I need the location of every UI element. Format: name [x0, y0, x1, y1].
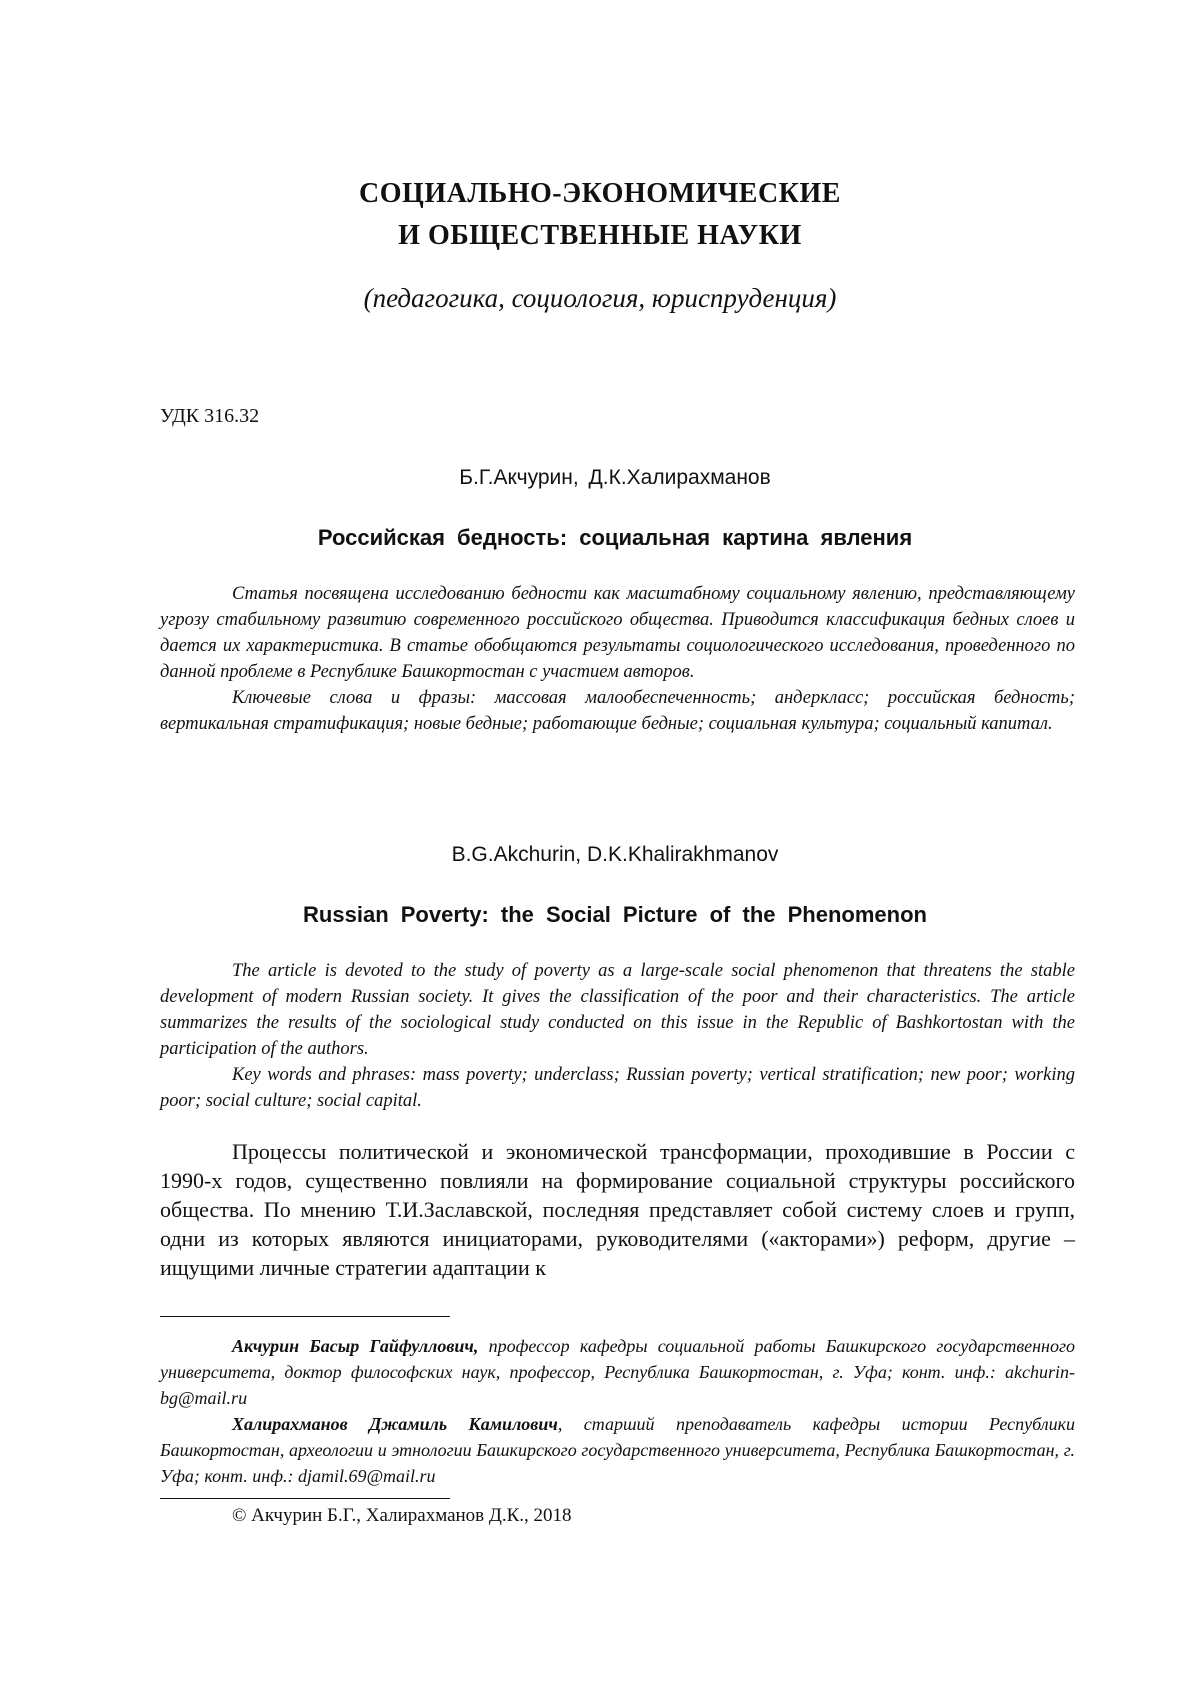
keywords-ru: Ключевые слова и фразы: массовая малообеспеченность; андеркласс; российская бедность; вертикальная стратификация; новые бедные; работающие бедные; социальная культура; социальный капитал.: [160, 688, 1075, 734]
article-title-en: Russian Poverty: the Social Picture of the Phenomenon: [303, 902, 927, 927]
abstract-ru-text: Статья посвящена исследованию бедности как масштабному социальному явлению, представляющему угрозу стабильному развитию современного российского общества. Приводится классификация бедных слоев и дается их характеристика. В статье обобщаются результаты социологического исследования, проведенного по данной проблеме в Республике Башкортостан с участием авторов.: [160, 584, 1075, 682]
copyright: © Акчурин Б.Г., Халирахманов Д.К., 2018: [232, 1505, 572, 1526]
abstract-en: [160, 958, 1075, 1114]
authors-en: B.G.Akchurin, D.K.Khalirakhmanov: [451, 843, 779, 866]
authors-ru: Б.Г.Акчурин, Д.К.Халирахманов: [459, 466, 771, 489]
footnote-author-2-text: , старший преподаватель кафедры истории Республики Башкортостан, археологии и этнологии Башкирского государственного университета, Республика Башкортостан, г. Уфа; конт. инф.: djamil.69@mail.ru: [160, 1414, 1075, 1486]
abstract-ru: [160, 581, 1075, 737]
footnote-author-1-text: профессор кафедры социальной работы Башкирского государственного университета, доктор философских наук, профессор, Республика Башкортостан, г. Уфа; конт. инф.: akchurin-bg@mail.ru: [160, 1336, 1076, 1408]
section-title-line2: И ОБЩЕСТВЕННЫЕ НАУКИ: [398, 220, 802, 251]
footnote-author-2-name: Халирахманов Джамиль Камилович: [232, 1414, 558, 1434]
footnote-author-1-name: Акчурин Басыр Гайфуллович,: [232, 1336, 479, 1356]
udk-code: УДК 316.32: [160, 405, 260, 427]
footnote-author-1: [160, 1333, 1075, 1411]
body-text: [160, 1137, 1075, 1282]
section-title-line1: СОЦИАЛЬНО-ЭКОНОМИЧЕСКИЕ: [359, 178, 841, 209]
section-subtitle: (педагогика, социология, юриспруденция): [363, 283, 837, 313]
footnotes: [160, 1333, 1075, 1489]
article-title-ru: Российская бедность: социальная картина явления: [317, 525, 913, 550]
keywords-en: Key words and phrases: mass poverty; underclass; Russian poverty; vertical stratification; new poor; working poor; social culture; social capital.: [160, 1065, 1075, 1111]
abstract-en-text: The article is devoted to the study of poverty as a large-scale social phenomenon that threatens the stable development of modern Russian society. It gives the classification of the poor and their characteristics. The article summarizes the results of the sociological study conducted on this issue in the Republic of Bashkortostan with the participation of the authors.: [160, 961, 1075, 1059]
footnote-separator: [160, 1316, 450, 1317]
body-paragraph: Процессы политической и экономической трансформации, проходившие в России с 1990-х годов, существенно повлияли на формирование социальной структуры российского общества. По мнению Т.И.Заславской, последняя представляет собой систему слоев и групп, одни из которых являются инициаторами, руководителями («акторами») реформ, другие – ищущими личные стратегии адаптации к: [160, 1139, 1075, 1280]
copyright-separator: [160, 1498, 450, 1499]
footnote-author-2: [160, 1411, 1075, 1489]
